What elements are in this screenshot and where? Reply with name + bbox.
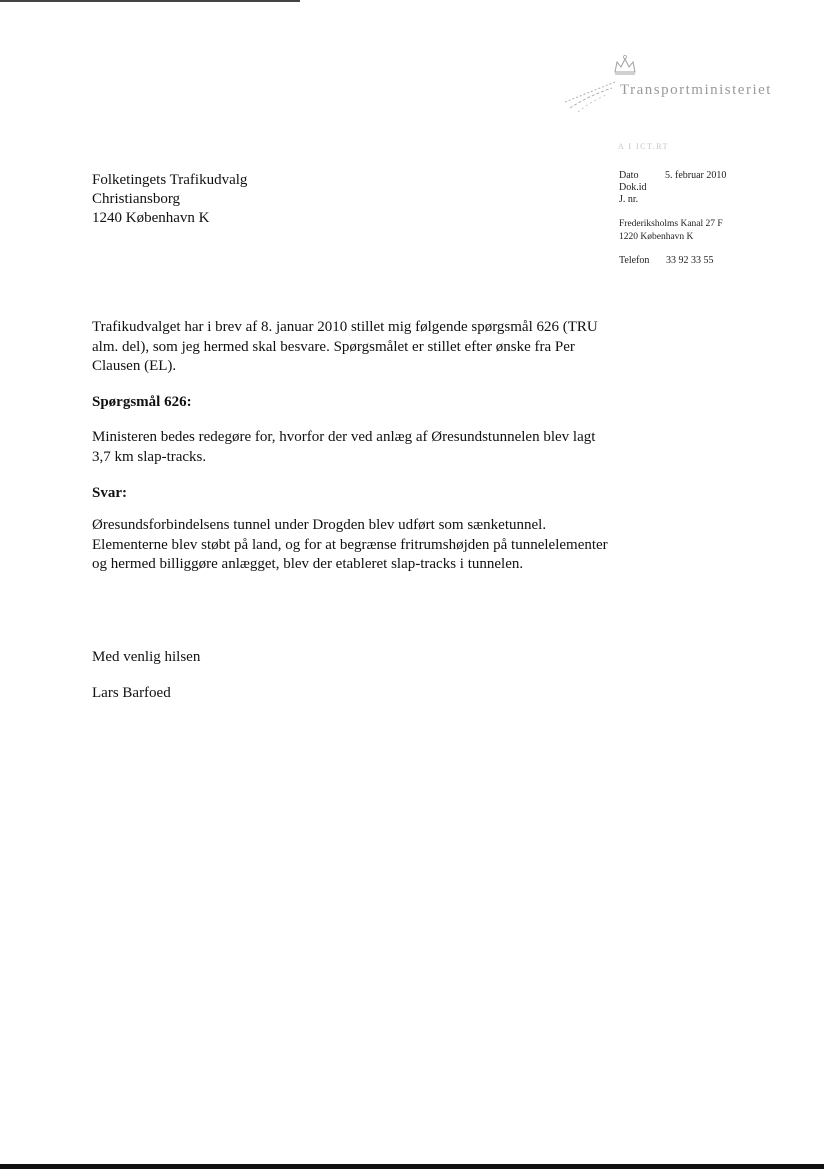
phone-label: Telefon xyxy=(619,255,650,266)
closing-greeting: Med venlig hilsen xyxy=(92,649,201,665)
recipient-line2: Christiansborg xyxy=(92,191,181,207)
date-value: 5. februar 2010 xyxy=(665,170,727,181)
question-heading: Spørgsmål 626: xyxy=(92,394,192,410)
swoosh-icon xyxy=(560,74,620,114)
dokid-row xyxy=(619,182,726,194)
dokid-label: Dok.id xyxy=(619,182,647,193)
ministry-name: Transportministeriet xyxy=(620,82,772,98)
signature: Lars Barfoed xyxy=(92,685,171,701)
bottom-rule xyxy=(0,1164,824,1169)
intro-paragraph: Trafikudvalget har i brev af 8. januar 2010 stillet mig følgende spørgsmål 626 (TRU alm. del), som jeg hermed skal besvare. Spørgsmålet er stillet efter ønske fra Per Clausen (EL). xyxy=(92,319,598,374)
date-row xyxy=(619,170,726,182)
sender-address-line1: Frederiksholms Kanal 27 F xyxy=(619,219,723,229)
recipient-line1: Folketingets Trafikudvalg xyxy=(92,172,248,188)
sender-address-line2: 1220 København K xyxy=(619,232,694,242)
answer-heading: Svar: xyxy=(92,485,127,501)
recipient-address xyxy=(92,171,247,228)
date-label: Dato xyxy=(619,170,639,181)
phone-value: 33 92 33 55 xyxy=(666,255,714,266)
question-paragraph: Ministeren bedes redegøre for, hvorfor der ved anlæg af Øresundstunnelen blev lagt 3,7 km slap-tracks. xyxy=(92,429,596,465)
ministry-logo xyxy=(560,54,790,114)
answer-paragraph: Øresundsforbindelsens tunnel under Drogden blev udført som sænketunnel. Elementerne blev støbt på land, og for at begrænse fritrumshøjden på tunnelelementer og hermed billiggøre anlægget, blev der etableret slap-tracks i tunnelen. xyxy=(92,517,608,572)
jnr-row xyxy=(619,194,726,206)
sender-address xyxy=(619,218,723,244)
jnr-label: J. nr. xyxy=(619,194,639,205)
phone-row xyxy=(619,255,714,266)
recipient-line3: 1240 København K xyxy=(92,210,210,226)
meta-table xyxy=(619,170,726,206)
faded-reference: A I ICT.RT xyxy=(618,142,670,151)
top-rule xyxy=(0,0,300,2)
